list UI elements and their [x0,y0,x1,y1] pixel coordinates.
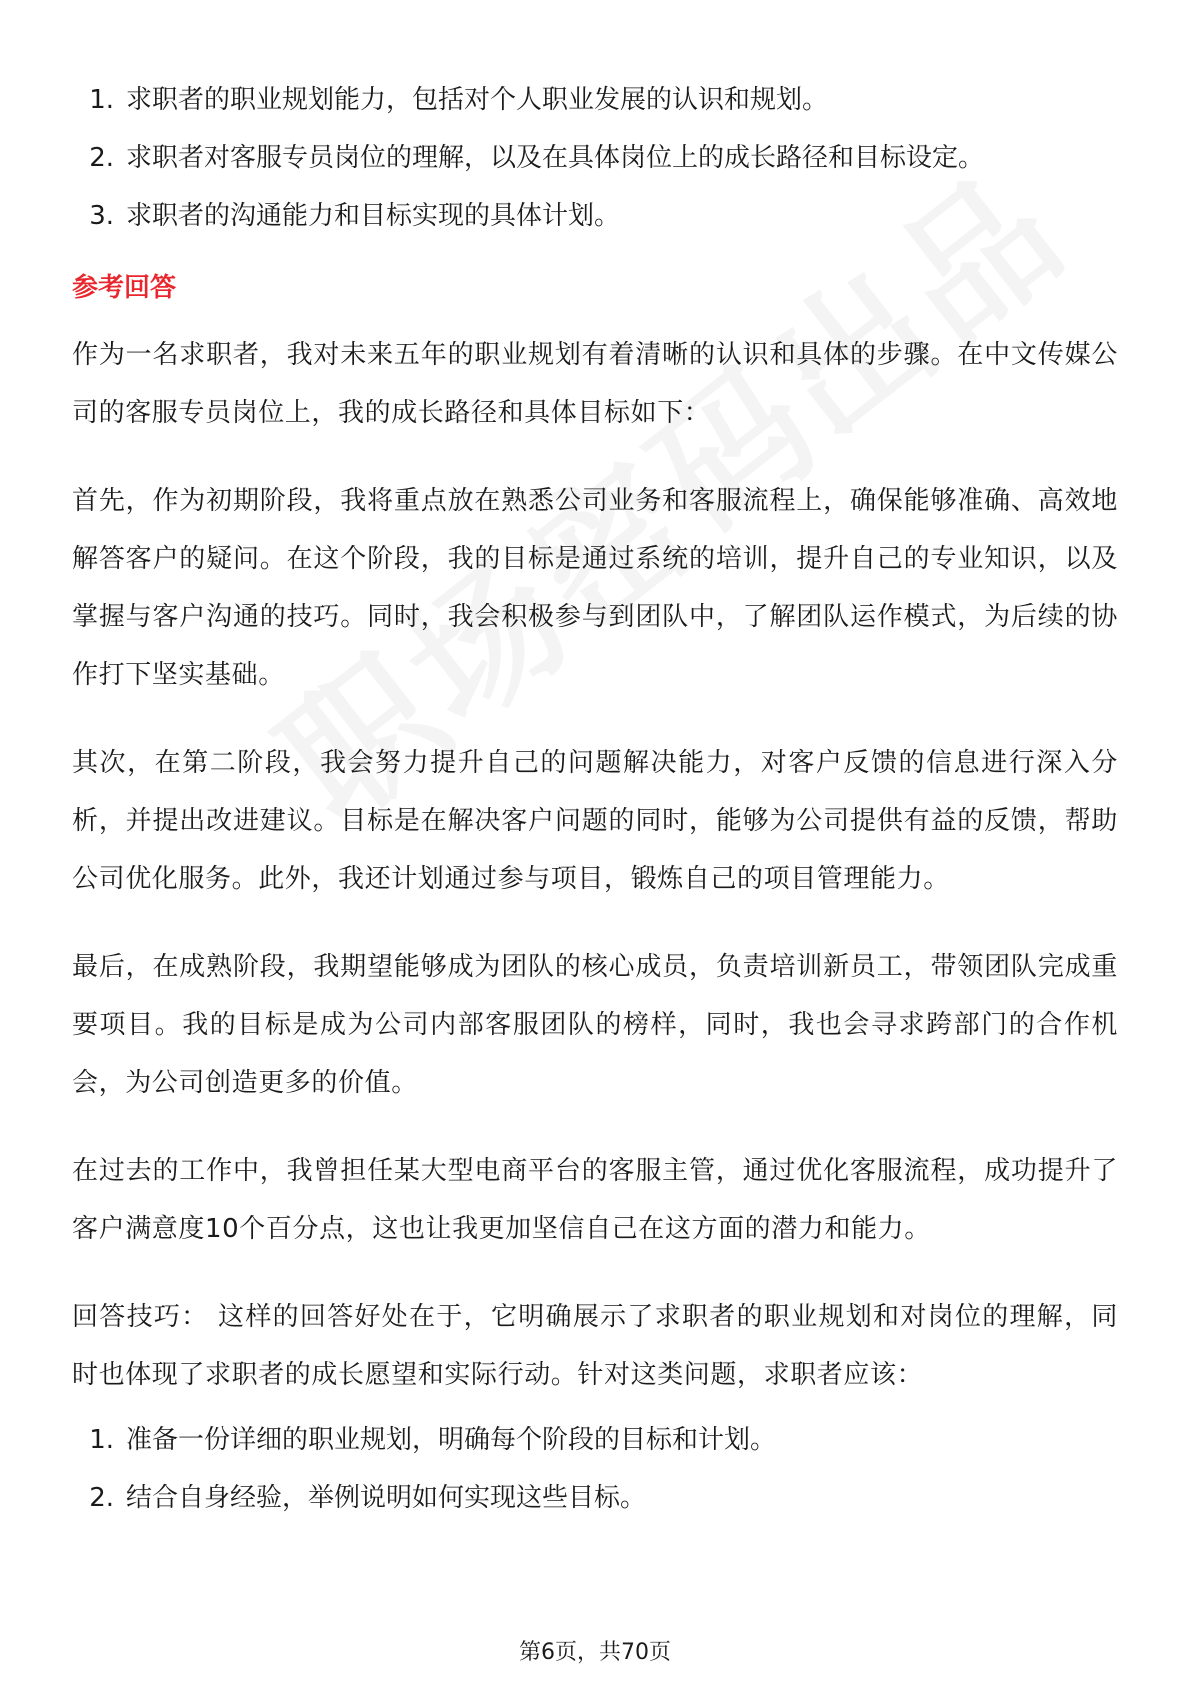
list-number: 2. [89,1483,114,1513]
page-content [72,82,1118,1538]
paragraph-stage-three: 最后，在成熟阶段，我期望能够成为团队的核心成员，负责培训新员工，带领团队完成重要项目。我的目标是成为公司内部客服团队的榜样，同时，我也会寻求跨部门的合作机会，为公司创造更多的价值。 [72,952,1118,1098]
section-heading: 参考回答 [72,273,177,303]
list-number: 1. [89,85,114,115]
page-footer: 第6页，共70页 [519,1640,671,1665]
list-item [72,82,1118,140]
list-item [72,140,1118,198]
list-item [72,198,1118,256]
assessment-points-list [72,82,1118,256]
list-item [72,1480,1118,1538]
paragraph-tips: 回答技巧： 这样的回答好处在于，它明确展示了求职者的职业规划和对岗位的理解，同时也体现了求职者的成长愿望和实际行动。针对这类问题，求职者应该： [72,1302,1118,1390]
paragraph-intro: 作为一名求职者，我对未来五年的职业规划有着清晰的认识和具体的步骤。在中文传媒公司的客服专员岗位上，我的成长路径和具体目标如下： [72,340,1118,428]
list-text: 求职者对客服专员岗位的理解，以及在具体岗位上的成长路径和目标设定。 [126,143,985,173]
list-number: 2. [89,143,114,173]
list-number: 3. [89,201,114,231]
tips-list [72,1422,1118,1538]
list-item [72,1422,1118,1480]
list-text: 准备一份详细的职业规划，明确每个阶段的目标和计划。 [126,1425,777,1455]
paragraph-experience: 在过去的工作中，我曾担任某大型电商平台的客服主管，通过优化客服流程，成功提升了客户满意度10个百分点，这也让我更加坚信自己在这方面的潜力和能力。 [72,1156,1118,1244]
list-text: 求职者的职业规划能力，包括对个人职业发展的认识和规划。 [126,85,829,115]
list-number: 1. [89,1425,114,1455]
list-text: 结合自身经验，举例说明如何实现这些目标。 [126,1483,647,1513]
list-text: 求职者的沟通能力和目标实现的具体计划。 [126,201,621,231]
paragraph-stage-one: 首先，作为初期阶段，我将重点放在熟悉公司业务和客服流程上，确保能够准确、高效地解答客户的疑问。在这个阶段，我的目标是通过系统的培训，提升自己的专业知识，以及掌握与客户沟通的技巧。同时，我会积极参与到团队中，了解团队运作模式，为后续的协作打下坚实基础。 [72,486,1118,690]
paragraph-stage-two: 其次，在第二阶段，我会努力提升自己的问题解决能力，对客户反馈的信息进行深入分析，并提出改进建议。目标是在解决客户问题的同时，能够为公司提供有益的反馈，帮助公司优化服务。此外，我还计划通过参与项目，锻炼自己的项目管理能力。 [72,748,1118,894]
